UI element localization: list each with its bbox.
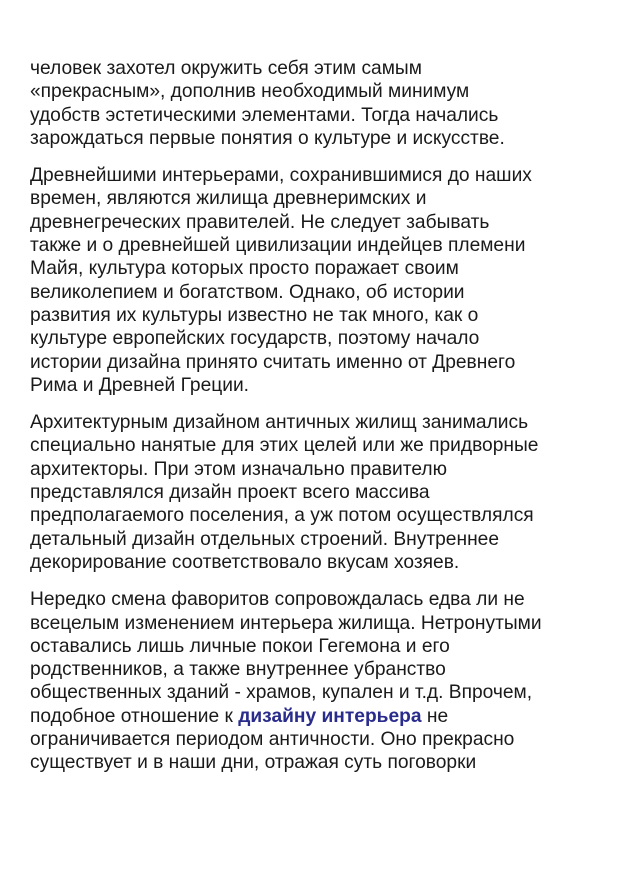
paragraph-2: [30, 164, 595, 397]
text-line-with-link: [30, 705, 595, 728]
text-line: великолепием и богатством. Однако, об истории: [30, 281, 465, 303]
paragraph-3: [30, 411, 595, 574]
text-line: ограничивается периодом античности. Оно прекрасно: [30, 729, 515, 751]
paragraph-1: [30, 57, 595, 150]
text-line: оставались лишь личные покои Гегемона и его: [30, 635, 450, 657]
link-line-prefix: подобное отношение к: [30, 705, 239, 727]
text-line: представлялся дизайн проект всего массива: [30, 482, 430, 504]
text-line: Майя, культура которых просто поражает своим: [30, 258, 459, 280]
text-line: древнегреческих правителей. Не следует забывать: [30, 211, 490, 233]
text-line: Древнейшими интерьерами, сохранившимися до наших: [30, 165, 532, 187]
text-line: декорирование соответствовало вкусам хозяев.: [30, 551, 460, 573]
text-line: «прекрасным», дополнив необходимый минимум: [30, 81, 470, 103]
link-line-suffix: не: [421, 705, 449, 727]
text-line: удобств эстетическими элементами. Тогда начались: [30, 104, 499, 126]
text-line: детальный дизайн отдельных строений. Внутреннее: [30, 528, 500, 550]
text-line: Архитектурным дизайном античных жилищ занимались: [30, 412, 529, 434]
document-page: [30, 57, 595, 789]
text-line: времен, являются жилища древнеримских и: [30, 188, 427, 210]
text-line: Рима и Древней Греции.: [30, 374, 250, 396]
text-line: предполагаемого поселения, а уж потом осуществлялся: [30, 505, 534, 527]
text-line: родственников, а также внутреннее убранство: [30, 659, 446, 681]
text-line: зарождаться первые понятия о культуре и искусстве.: [30, 127, 505, 149]
text-line: архитекторы. При этом изначально правителю: [30, 458, 447, 480]
text-line: Нередко смена фаворитов сопровождалась едва ли не: [30, 589, 525, 611]
interior-design-link[interactable]: дизайну интерьера: [238, 705, 422, 727]
text-line: также и о древнейшей цивилизации индейцев племени: [30, 235, 526, 257]
text-line: истории дизайна принято считать именно от Древнего: [30, 351, 516, 373]
text-line: человек захотел окружить себя этим самым: [30, 58, 422, 79]
paragraph-4: [30, 588, 595, 774]
text-line: существует и в наши дни, отражая суть поговорки: [30, 752, 477, 774]
text-line: культуре европейских государств, поэтому начало: [30, 328, 480, 350]
text-line: специально нанятые для этих целей или же придворные: [30, 435, 539, 457]
text-line: всецелым изменением интерьера жилища. Нетронутыми: [30, 612, 542, 634]
text-line: развития их культуры известно не так много, как о: [30, 304, 479, 326]
text-line: общественных зданий - храмов, купален и т.д. Впрочем,: [30, 682, 533, 704]
